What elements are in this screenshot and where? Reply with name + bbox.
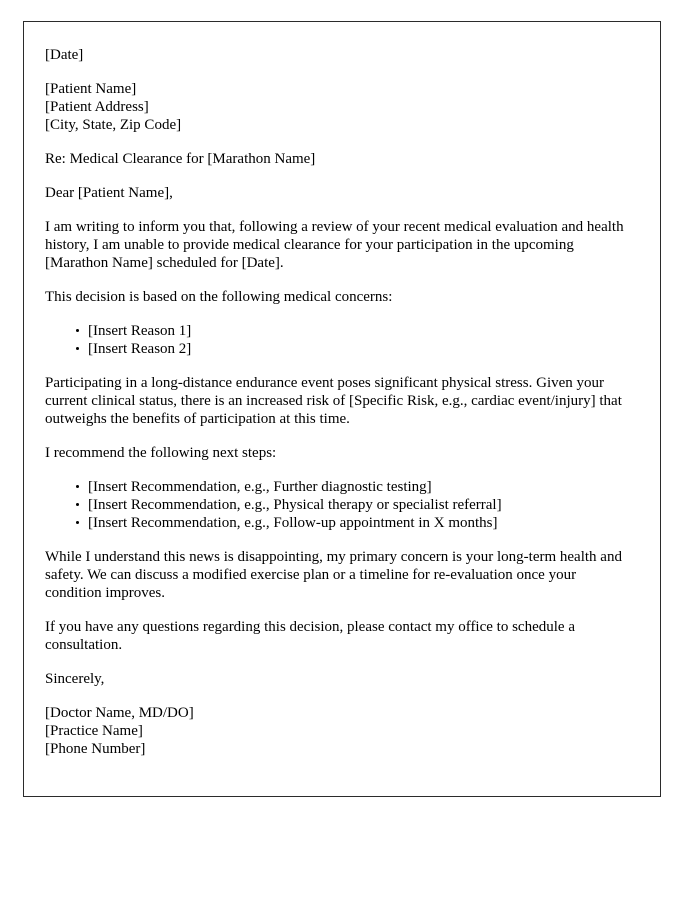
reason-text: [Insert Reason 2] bbox=[88, 341, 192, 357]
recommendation-text: [Insert Recommendation, e.g., Follow-up appointment in X months] bbox=[88, 515, 498, 531]
paragraph-empathy-statement: While I understand this news is disappointing, my primary concern is your long-term health and safety. We can discuss a modified exercise plan or a timeline for re-evaluation once your condition improves. bbox=[45, 549, 622, 601]
date-line: [Date] bbox=[45, 47, 84, 63]
letter-body bbox=[24, 22, 660, 758]
recommendations-intro: I recommend the following next steps: bbox=[45, 445, 277, 461]
signature-block bbox=[45, 704, 630, 758]
reasons-list bbox=[45, 322, 630, 358]
list-item bbox=[88, 340, 630, 358]
salutation: Dear [Patient Name], bbox=[45, 185, 173, 201]
signature-practice-name: [Practice Name] bbox=[45, 723, 143, 739]
recommendation-text: [Insert Recommendation, e.g., Further diagnostic testing] bbox=[88, 479, 432, 495]
recipient-address-block bbox=[45, 80, 630, 134]
recipient-city-state-zip: [City, State, Zip Code] bbox=[45, 117, 182, 133]
paragraph-denial-notice: I am writing to inform you that, following a review of your recent medical evaluation and health history, I am unable to provide medical clearance for your participation in the upcoming [Marathon Name] scheduled for [Date]. bbox=[45, 219, 624, 271]
recipient-address: [Patient Address] bbox=[45, 99, 149, 115]
paragraph-contact-offer: If you have any questions regarding this decision, please contact my office to schedule a consultation. bbox=[45, 619, 575, 653]
reason-text: [Insert Reason 1] bbox=[88, 323, 192, 339]
bullet-point-icon bbox=[76, 329, 79, 332]
paragraph-risk-assessment: Participating in a long-distance endurance event poses significant physical stress. Given your current clinical status, there is an increased risk of [Specific Risk, e.g., cardiac event/injury] that outweighs the benefits of participation at this time. bbox=[45, 375, 622, 427]
list-item bbox=[88, 322, 630, 340]
recommendations-list bbox=[45, 478, 630, 532]
bullet-point-icon bbox=[76, 485, 79, 488]
date-block bbox=[45, 46, 630, 64]
signature-phone-number: [Phone Number] bbox=[45, 741, 146, 757]
subject-line: Re: Medical Clearance for [Marathon Name] bbox=[45, 151, 316, 167]
closing-salutation: Sincerely, bbox=[45, 671, 105, 687]
reasons-intro: This decision is based on the following medical concerns: bbox=[45, 289, 393, 305]
bullet-point-icon bbox=[76, 521, 79, 524]
recommendation-text: [Insert Recommendation, e.g., Physical therapy or specialist referral] bbox=[88, 497, 502, 513]
letter-page-frame bbox=[23, 21, 661, 797]
recipient-name: [Patient Name] bbox=[45, 81, 137, 97]
bullet-point-icon bbox=[76, 347, 79, 350]
signature-doctor-name: [Doctor Name, MD/DO] bbox=[45, 705, 194, 721]
list-item bbox=[88, 514, 630, 532]
bullet-point-icon bbox=[76, 503, 79, 506]
list-item bbox=[88, 496, 630, 514]
list-item bbox=[88, 478, 630, 496]
